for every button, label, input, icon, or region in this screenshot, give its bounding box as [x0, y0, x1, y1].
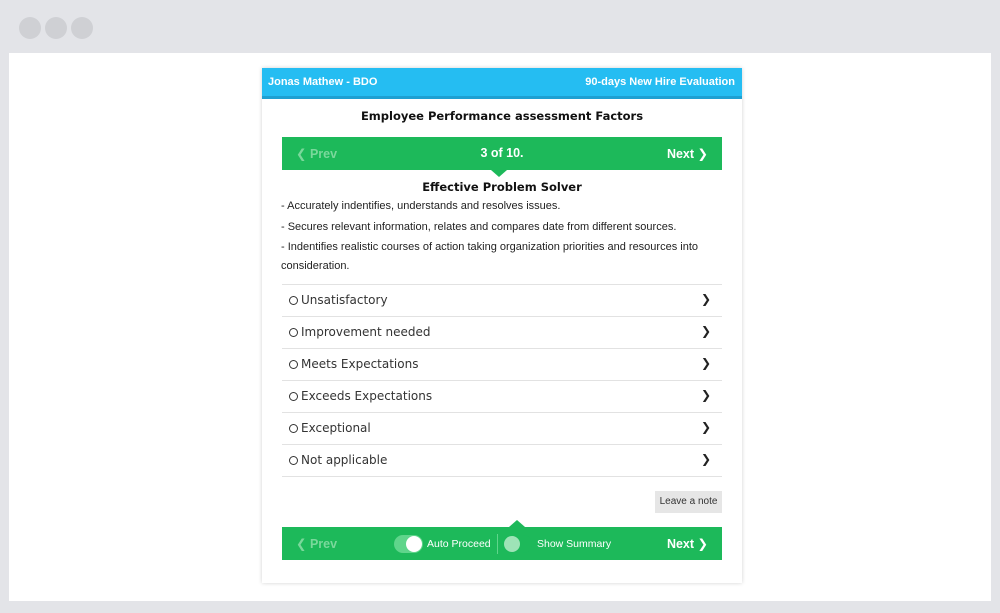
- window-dot-1[interactable]: [19, 17, 41, 39]
- divider: [497, 534, 498, 554]
- factor-description-1: - Accurately indentifies, understands and resolves issues.: [281, 200, 561, 212]
- prev-button[interactable]: ❮ Prev: [296, 537, 338, 551]
- chevron-right-icon: ❯: [700, 420, 711, 434]
- option-label: Improvement needed: [301, 325, 431, 339]
- auto-proceed-label: Auto Proceed: [427, 538, 491, 550]
- option-label: Exceptional: [301, 421, 371, 435]
- rating-options: [282, 284, 722, 477]
- leave-note-button[interactable]: Leave a note: [655, 491, 722, 513]
- option-unsatisfactory[interactable]: [282, 285, 722, 317]
- chevron-right-icon: ❯: [700, 452, 711, 466]
- show-summary-label: Show Summary: [537, 538, 612, 550]
- factor-description-2: - Secures relevant information, relates and compares date from different sources.: [281, 221, 677, 233]
- option-not-applicable[interactable]: [282, 445, 722, 477]
- employee-name: Jonas Mathew - BDO: [268, 76, 378, 88]
- next-button[interactable]: Next ❯: [666, 147, 708, 161]
- window-dot-2[interactable]: [45, 17, 67, 39]
- pointer-arrow: [491, 170, 507, 177]
- evaluation-card: [262, 68, 742, 583]
- option-exceeds-expectations[interactable]: [282, 381, 722, 413]
- auto-proceed-toggle[interactable]: [394, 535, 423, 553]
- window-dot-3[interactable]: [71, 17, 93, 39]
- chevron-right-icon: ❯: [700, 356, 711, 370]
- option-label: Meets Expectations: [301, 357, 419, 371]
- option-meets-expectations[interactable]: [282, 349, 722, 381]
- evaluation-type: 90-days New Hire Evaluation: [585, 76, 735, 88]
- radio-icon[interactable]: [289, 296, 298, 305]
- step-counter: 3 of 10.: [480, 146, 524, 160]
- option-label: Not applicable: [301, 453, 388, 467]
- radio-icon[interactable]: [289, 424, 298, 433]
- radio-icon[interactable]: [289, 328, 298, 337]
- radio-icon[interactable]: [289, 360, 298, 369]
- option-improvement-needed[interactable]: [282, 317, 722, 349]
- page-title: Employee Performance assessment Factors: [360, 109, 644, 123]
- pointer-arrow: [509, 520, 525, 527]
- factor-description-3: - Indentifies realistic courses of action taking organization priorities and resources into consideration.: [281, 241, 698, 272]
- show-summary-toggle[interactable]: [503, 535, 532, 553]
- bottom-navigation: [282, 527, 722, 560]
- option-exceptional[interactable]: [282, 413, 722, 445]
- factor-title: Effective Problem Solver: [422, 180, 582, 194]
- top-navigation: [282, 137, 722, 170]
- radio-icon[interactable]: [289, 392, 298, 401]
- next-button[interactable]: Next ❯: [666, 537, 708, 551]
- option-label: Unsatisfactory: [301, 293, 388, 307]
- prev-button[interactable]: ❮ Prev: [296, 147, 338, 161]
- radio-icon[interactable]: [289, 456, 298, 465]
- chevron-right-icon: ❯: [700, 324, 711, 338]
- header-bar: [262, 68, 742, 99]
- chevron-right-icon: ❯: [700, 388, 711, 402]
- chevron-right-icon: ❯: [700, 292, 711, 306]
- option-label: Exceeds Expectations: [301, 389, 433, 403]
